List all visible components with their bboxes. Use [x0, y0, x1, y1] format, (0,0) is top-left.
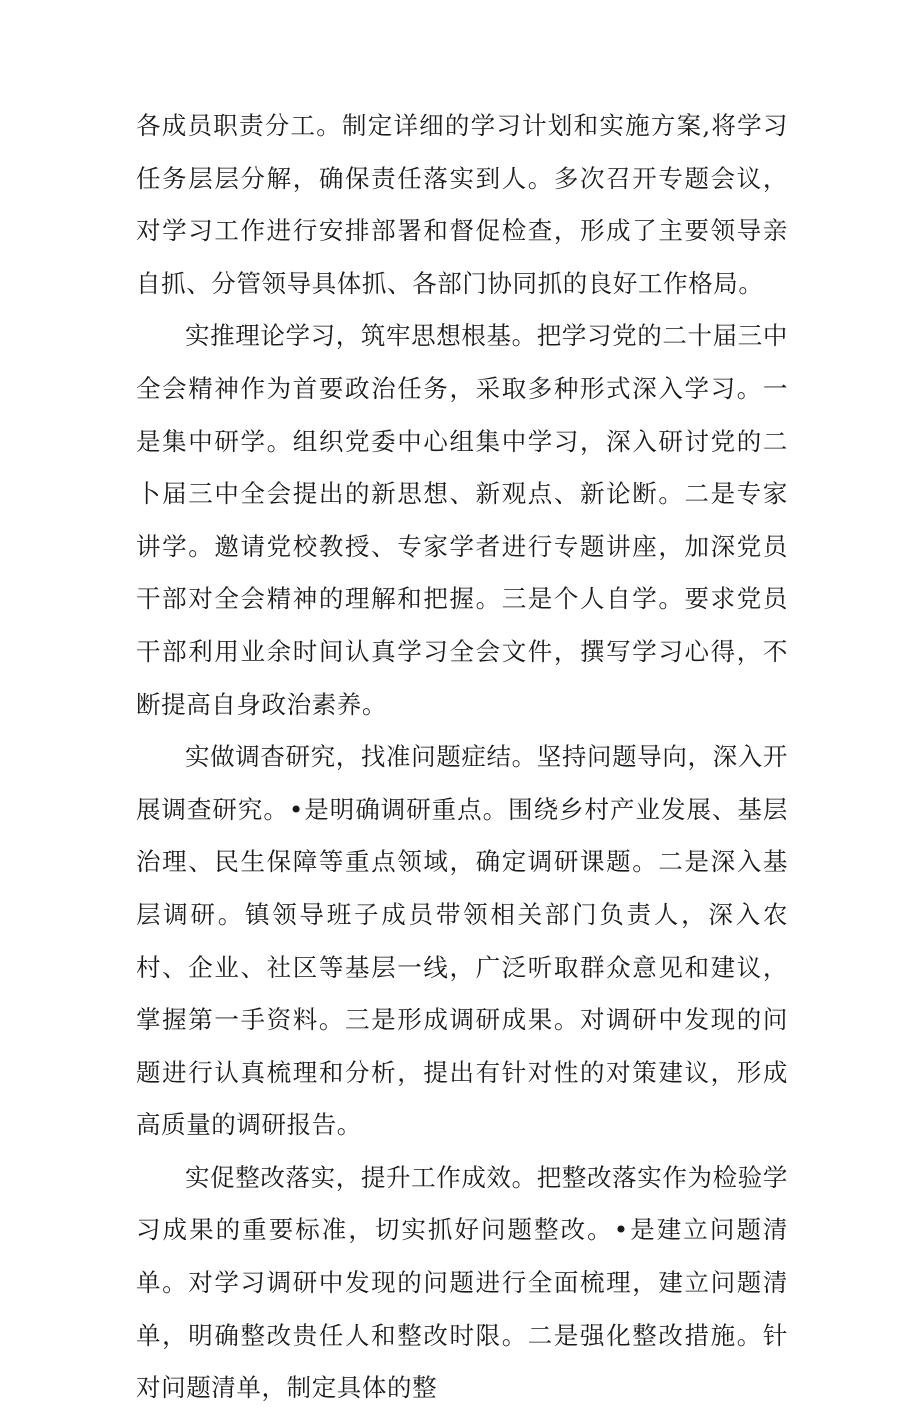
paragraph-responsibilities: 各成员职责分工。制定详细的学习计划和实施方案,将学习任务层层分解，确保责任落实到人。多次召开专题会议，对学习工作进行安排部署和督促检查，形成了主要领导亲自抓、分管领导具体抓、各部门协同抓的良好工作格局。 [136, 111, 788, 298]
paragraph-rectification: 实促整改落实，提升工作成效。把整改落实作为检验学习成果的重要标准，切实抓好问题整改。•是建立问题清单。对学习调研中发现的问题进行全面梳理，建立问题清单，明确整改贵任人和整改时限。二是强化整改措施。针对问题清单，制定具体的整 [136, 1162, 788, 1403]
paragraph-investigation-research: 实做调杳研究，找准问题症结。坚持问题导向，深入开展调查研究。•是明确调研重点。围绕乡村产业发展、基层治理、民生保障等重点领域，确定调研课题。二是深入基层调研。镇领导班子成员带领相关部门负责人，深入农村、企业、社区等基层一线，广泛听取群众意见和建议，掌握第一手资料。三是形成调研成果。对调研中发现的问题进行认真梳理和分析，提出有针对性的对策建议，形成高质量的调研报告。 [136, 742, 788, 1140]
document-body [136, 100, 788, 1415]
paragraph-theory-study: 实推理论学习，筑牢思想根基。把学习党的二十届三中全会精神作为首要政治任务，采取多种形式深入学习。一是集中研学。组织党委中心组集中学习，深入研讨党的二卜届三中全会提出的新思想、新观点、新论断。二是专家讲学。邀请党校教授、专家学者进行专题讲座，加深党员干部对全会精神的理解和把握。三是个人自学。要求党员干部利用业余时间认真学习全会文件，撰写学习心得，不断提高自身政治素养。 [136, 321, 788, 719]
